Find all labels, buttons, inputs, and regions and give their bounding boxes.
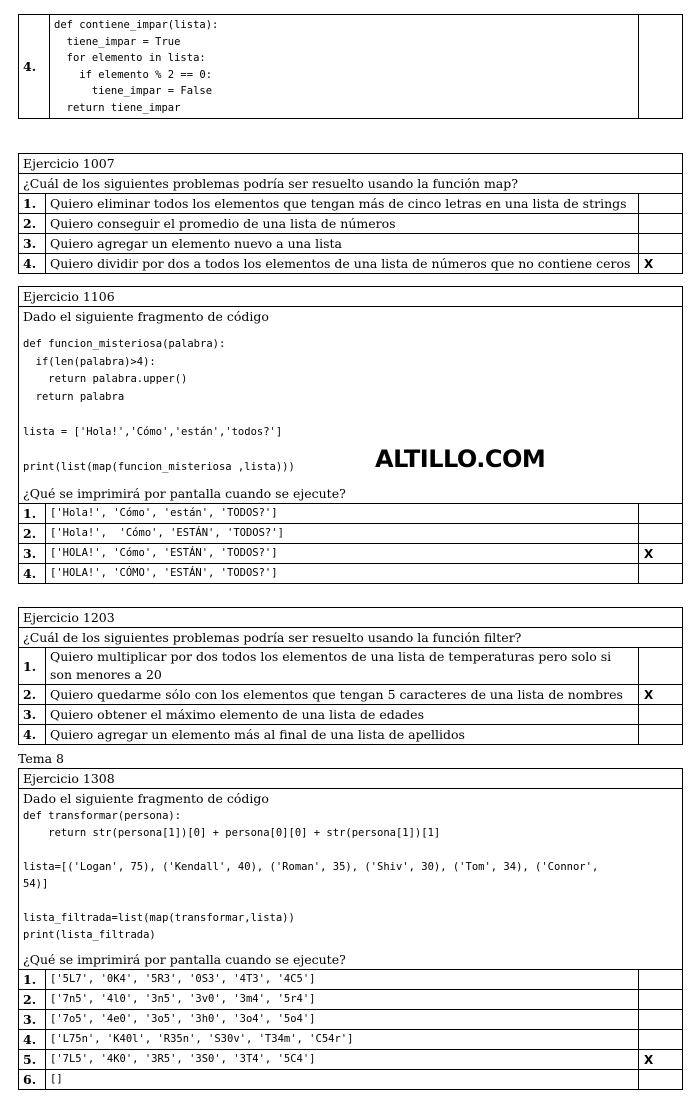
- option-row: [19, 563, 682, 583]
- option-number: 4.: [19, 725, 46, 744]
- exercise-question: ¿Qué se imprimirá por pantalla cuando se ejecute?: [23, 952, 346, 967]
- altillo-watermark: ALTILLO.COM: [375, 445, 546, 473]
- option-number: 1.: [19, 648, 46, 684]
- option-row: [19, 15, 682, 118]
- code-fragment: def funcion_misteriosa(palabra): if(len(palabra)>4): return palabra.upper() return palabra lista = ['Hola!','Cómo','están','todos?'] print(list(map(funcion_misteriosa ,lista))): [23, 338, 295, 473]
- option-row: [19, 969, 682, 989]
- option-text: ['HOLA!', 'Cómo', 'ESTÁN', 'TODOS?']: [50, 547, 278, 559]
- option-number: 2.: [19, 214, 46, 233]
- option-text: Quiero agregar un elemento más al final de una lista de apellidos: [50, 727, 465, 742]
- option-number: 4.: [19, 564, 46, 583]
- exercise-1106: [18, 286, 683, 584]
- option-row: [19, 233, 682, 253]
- option-number: 2.: [19, 685, 46, 704]
- answer-mark: [638, 524, 682, 543]
- exercise-title: Ejercicio 1007: [23, 156, 115, 171]
- option-row: [19, 1049, 682, 1069]
- option-row: [19, 523, 682, 543]
- option-text: Quiero quedarme sólo con los elementos que tengan 5 caracteres de una lista de nombres: [50, 687, 623, 702]
- option-text: Quiero conseguir el promedio de una lista de números: [50, 216, 396, 231]
- option-number: 6.: [19, 1070, 46, 1089]
- section-heading: Tema 8: [18, 751, 64, 766]
- option-number: 4.: [19, 15, 50, 118]
- answer-mark: [638, 970, 682, 989]
- option-text: Quiero eliminar todos los elementos que tengan más de cinco letras en una lista de strings: [50, 196, 627, 211]
- option-number: 1.: [19, 504, 46, 523]
- exercise-1007: [18, 153, 683, 274]
- option-number: 1.: [19, 194, 46, 213]
- exercise-1308: [18, 768, 683, 1090]
- option-number: 1.: [19, 970, 46, 989]
- exercise-question: ¿Cuál de los siguientes problemas podría ser resuelto usando la función map?: [23, 176, 518, 191]
- exercise-question: ¿Cuál de los siguientes problemas podría ser resuelto usando la función filter?: [23, 630, 522, 645]
- option-row: [19, 1069, 682, 1089]
- answer-mark: [638, 194, 682, 213]
- option-number: 3.: [19, 234, 46, 253]
- answer-mark: X: [638, 544, 682, 563]
- answer-mark: [638, 1030, 682, 1049]
- exercise-intro: Dado el siguiente fragmento de código: [23, 309, 269, 324]
- option-row: [19, 684, 682, 704]
- answer-mark: [638, 1070, 682, 1089]
- option-text: Quiero obtener el máximo elemento de una lista de edades: [50, 707, 424, 722]
- option-row: [19, 253, 682, 273]
- option-number: 5.: [19, 1050, 46, 1069]
- answer-mark: X: [638, 685, 682, 704]
- exercise-intro: Dado el siguiente fragmento de código: [23, 791, 269, 806]
- option-text: ['7L5', '4K0', '3R5', '3S0', '3T4', '5C4']: [50, 1053, 316, 1065]
- answer-mark: X: [638, 254, 682, 273]
- option-text: Quiero dividir por dos a todos los elementos de una lista de números que no contiene ceros: [50, 256, 631, 271]
- option-row: [19, 1009, 682, 1029]
- option-row: [19, 503, 682, 523]
- top-option-block: [18, 14, 683, 119]
- option-number: 2.: [19, 524, 46, 543]
- option-number: 3.: [19, 705, 46, 724]
- option-row: [19, 647, 682, 684]
- option-number: 3.: [19, 544, 46, 563]
- answer-mark: [638, 705, 682, 724]
- option-row: [19, 213, 682, 233]
- option-row: [19, 989, 682, 1009]
- answer-mark: [638, 504, 682, 523]
- option-row: [19, 724, 682, 744]
- answer-mark: [638, 214, 682, 233]
- exercise-title: Ejercicio 1308: [23, 771, 115, 786]
- option-text: ['L75n', 'K40l', 'R35n', 'S30v', 'T34m', 'C54r']: [50, 1033, 354, 1045]
- option-number: 3.: [19, 1010, 46, 1029]
- answer-mark: [638, 564, 682, 583]
- option-text: ['5L7', '0K4', '5R3', '0S3', '4T3', '4C5']: [50, 973, 316, 985]
- answer-mark: [638, 1010, 682, 1029]
- option-text: ['Hola!', 'Cómo', 'ESTÁN', 'TODOS?']: [50, 527, 284, 539]
- exercise-title: Ejercicio 1203: [23, 610, 115, 625]
- option-number: 4.: [19, 1030, 46, 1049]
- option-number: 2.: [19, 990, 46, 1009]
- answer-mark: [638, 15, 682, 118]
- option-text: []: [50, 1073, 63, 1085]
- code-fragment: def transformar(persona): return str(persona[1])[0] + persona[0][0] + str(persona[1])[1] lista=[('Logan', 75), ('Kendall', 40), ('Roman', 35), ('Shiv', 30), ('Tom', 34), ('Connor', 54)] lista_filtrada=list(map(transformar,lista)) print(lista_filtrada): [23, 810, 599, 941]
- option-text: ['HOLA!', 'CÓMO', 'ESTÁN', 'TODOS?']: [50, 567, 278, 579]
- exercise-question: ¿Qué se imprimirá por pantalla cuando se ejecute?: [23, 486, 346, 501]
- option-row: [19, 193, 682, 213]
- option-text: ['7n5', '4l0', '3n5', '3v0', '3m4', '5r4']: [50, 993, 316, 1005]
- option-text: Quiero multiplicar por dos todos los elementos de una lista de temperaturas pero solo si son menores a 20: [50, 649, 612, 682]
- exercise-title: Ejercicio 1106: [23, 289, 115, 304]
- answer-mark: [638, 725, 682, 744]
- option-text: ['Hola!', 'Cómo', 'están', 'TODOS?']: [50, 507, 278, 519]
- answer-mark: X: [638, 1050, 682, 1069]
- answer-mark: [638, 234, 682, 253]
- answer-mark: [638, 648, 682, 684]
- exercise-1203: [18, 607, 683, 745]
- option-row: [19, 543, 682, 563]
- option-text: ['7o5', '4e0', '3o5', '3h0', '3o4', '5o4']: [50, 1013, 316, 1025]
- answer-mark: [638, 990, 682, 1009]
- option-row: [19, 704, 682, 724]
- option-text: Quiero agregar un elemento nuevo a una lista: [50, 236, 342, 251]
- option-row: [19, 1029, 682, 1049]
- option-number: 4.: [19, 254, 46, 273]
- code-fragment: def contiene_impar(lista): tiene_impar = True for elemento in lista: if elemento % 2 == 0: tiene_impar = False return tiene_impar: [54, 19, 219, 114]
